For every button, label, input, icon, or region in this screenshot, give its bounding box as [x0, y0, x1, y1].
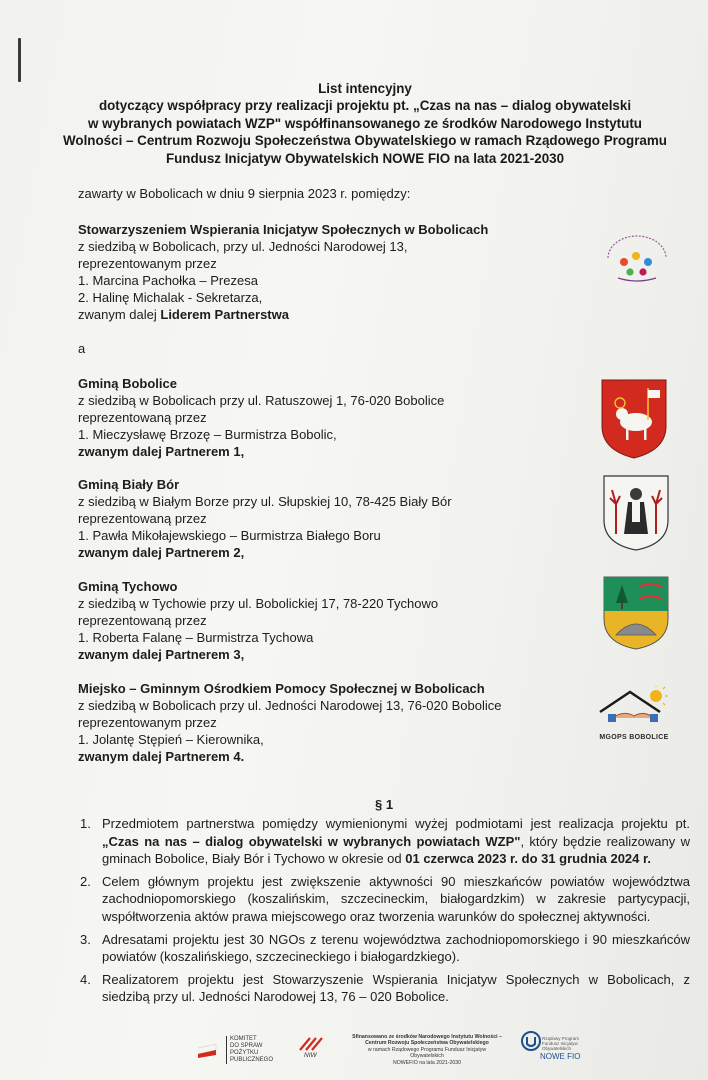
partner4-represented: reprezentowanym przez: [78, 715, 217, 730]
leader-called: [78, 306, 289, 323]
title-line: Fundusz Inicjatyw Obywatelskich NOWE FIO na lata 2021-2030: [165, 150, 565, 166]
list-item: [80, 815, 690, 868]
point-number: 4.: [80, 971, 91, 987]
point-text: Realizatorem projektu jest Stowarzyszenie Wspierania Inicjatyw Społecznych w Bobolicach, z siedzibą przy ul. Jedności Narodowej 13, 76 – 020 Bobolice.: [102, 971, 690, 1005]
bialy-bor-coat-of-arms-icon: [602, 474, 670, 552]
partner4-name: Miejsko – Gminnym Ośrodkiem Pomocy Społecznej w Bobolicach: [78, 681, 485, 696]
komitet-logo: [226, 1036, 273, 1064]
partner2-called: zwanym dalej Partnerem 2,: [78, 545, 245, 560]
list-item: [80, 971, 690, 1006]
partner1-address: z siedzibą w Bobolicach przy ul. Ratuszowej 1, 76-020 Bobolice: [78, 393, 445, 408]
leader-rep-2: 2. Halinę Michalak - Sekretarza,: [78, 290, 263, 305]
funding-line: Centrum Rozwoju Społeczeństwa Obywatelskiego: [365, 1040, 489, 1047]
document-title: [60, 80, 670, 167]
partner3-rep: 1. Roberta Falanę – Burmistrza Tychowa: [78, 630, 314, 645]
leader-rep-1: 1. Marcina Pachołka – Prezesa: [78, 273, 258, 288]
partner1-called: zwanym dalej Partnerem 1,: [78, 444, 245, 459]
komitet-text: KOMITET: [230, 1036, 257, 1042]
leader-represented: reprezentowanym przez: [78, 256, 217, 271]
point-number: 2.: [80, 873, 91, 889]
partner3-name: Gminą Tychowo: [78, 579, 178, 594]
point-number: 1.: [80, 816, 91, 831]
conjunction-a: a: [78, 341, 86, 356]
partner4-address: z siedzibą w Bobolicach przy ul. Jedności Narodowej 13, 76-020 Bobolice: [78, 698, 502, 713]
partner4-rep: 1. Jolantę Stępień – Kierownika,: [78, 732, 264, 747]
leader-address: z siedzibą w Bobolicach, przy ul. Jedności Narodowej 13,: [78, 239, 408, 254]
called-prefix: zwanym dalej: [78, 307, 161, 322]
partner1-rep: 1. Mieczysławę Brzozę – Burmistrza Bobolic,: [78, 427, 337, 442]
point-text: Adresatami projektu jest 30 NGOs z terenu województwa zachodniopomorskiego i 90 mieszkańców powiatów (koszalińskiego, szczecineckiego i białogardzkiego).: [102, 931, 690, 965]
leader-name: Stowarzyszeniem Wspierania Inicjatyw Społecznych w Bobolicach: [78, 222, 489, 237]
point-text: Przedmiotem partnerstwa pomiędzy wymienionymi wyżej podmiotami jest realizacja projektu pt.: [102, 816, 690, 831]
swis-logo-icon: [600, 232, 674, 284]
partner3-called: zwanym dalej Partnerem 3,: [78, 647, 245, 662]
point-text: , który będzie realizowany w gminach Bobolice, Biały Bór i Tychowo w okresie od: [102, 833, 690, 867]
title-line: Wolności – Centrum Rozwoju Społeczeństwa Obywatelskiego w ramach Rządowego Programu: [63, 133, 667, 149]
partner1-represented: reprezentowaną przez: [78, 410, 207, 425]
point-text: Celem głównym projektu jest zwiększenie aktywności 90 mieszkańców powiatów województwa zachodniopomorskiego (koszalińskim, szczecineckim, białogardzkim) w zakresie partycypacji, współtworzenia aktów prawa miejscowego oraz tworzenia warunków do społecznej aktywności.: [102, 873, 690, 924]
partner2-address: z siedzibą w Białym Borze przy ul. Słupskiej 10, 78-425 Biały Bór: [78, 494, 452, 509]
nowe-fio-logo-icon: [520, 1030, 542, 1052]
point-project-name: „Czas na nas – dialog obywatelski w wybranych powiatach WZP": [102, 833, 521, 849]
list-item: [80, 873, 690, 926]
title-line: w wybranych powiatach WZP" współfinansowanego ze środków Narodowego Instytutu: [88, 115, 642, 131]
concluded-line: zawarty w Bobolicach w dniu 9 sierpnia 2023 r. pomiędzy:: [78, 186, 411, 201]
bobolice-coat-of-arms-icon: [600, 378, 668, 460]
binder-mark: [18, 38, 21, 82]
polish-flag-icon: [198, 1044, 218, 1058]
partner2-name: Gminą Biały Bór: [78, 477, 180, 492]
tychowo-coat-of-arms-icon: [602, 575, 670, 651]
niw-logo-text: NIW: [304, 1052, 317, 1059]
partner2-rep: 1. Pawła Mikołajewskiego – Burmistrza Białego Boru: [78, 528, 381, 543]
list-item: [80, 931, 690, 966]
komitet-text: PUBLICZNEGO: [230, 1057, 274, 1063]
mgops-logo-caption: MGOPS BOBOLICE: [599, 734, 669, 741]
title-line: List intencyjny: [318, 81, 412, 96]
title-line: dotyczący współpracy przy realizacji projektu pt. „Czas na nas – dialog obywatelski: [98, 98, 632, 114]
partner4-called: zwanym dalej Partnerem 4.: [78, 749, 245, 764]
funding-line: NOWEFIO na lata 2021-2030: [392, 1059, 462, 1066]
nowe-fio-text: NOWE FIO: [540, 1052, 581, 1061]
point-period: 01 czerwca 2023 r. do 31 grudnia 2024 r.: [405, 851, 651, 867]
funding-line: Sfinansowano ze środków Narodowego Instytutu Wolności –: [352, 1034, 502, 1040]
komitet-text: DO SPRAW: [230, 1043, 263, 1049]
point-number: 3.: [80, 931, 91, 947]
fio-program-note: Rządowy Program Fundusz Inicjatyw Obywatelskich: [542, 1036, 580, 1051]
section-heading: § 1: [375, 797, 394, 812]
mgops-logo-icon: [594, 686, 672, 728]
called-role: Liderem Partnerstwa: [160, 307, 289, 322]
funding-line: w ramach Rządowego Programu Fundusz Inicjatyw Obywatelskich: [367, 1046, 487, 1060]
section-points: [80, 815, 690, 1011]
partner1-name: Gminą Bobolice: [78, 376, 177, 391]
funding-note: [352, 1034, 502, 1066]
niw-logo-icon: [298, 1036, 330, 1052]
partner2-represented: reprezentowaną przez: [78, 511, 207, 526]
komitet-text: POŻYTKU: [230, 1050, 259, 1056]
partner3-represented: reprezentowaną przez: [78, 613, 207, 628]
partner3-address: z siedzibą w Tychowie przy ul. Bobolickiej 17, 78-220 Tychowo: [78, 596, 439, 611]
